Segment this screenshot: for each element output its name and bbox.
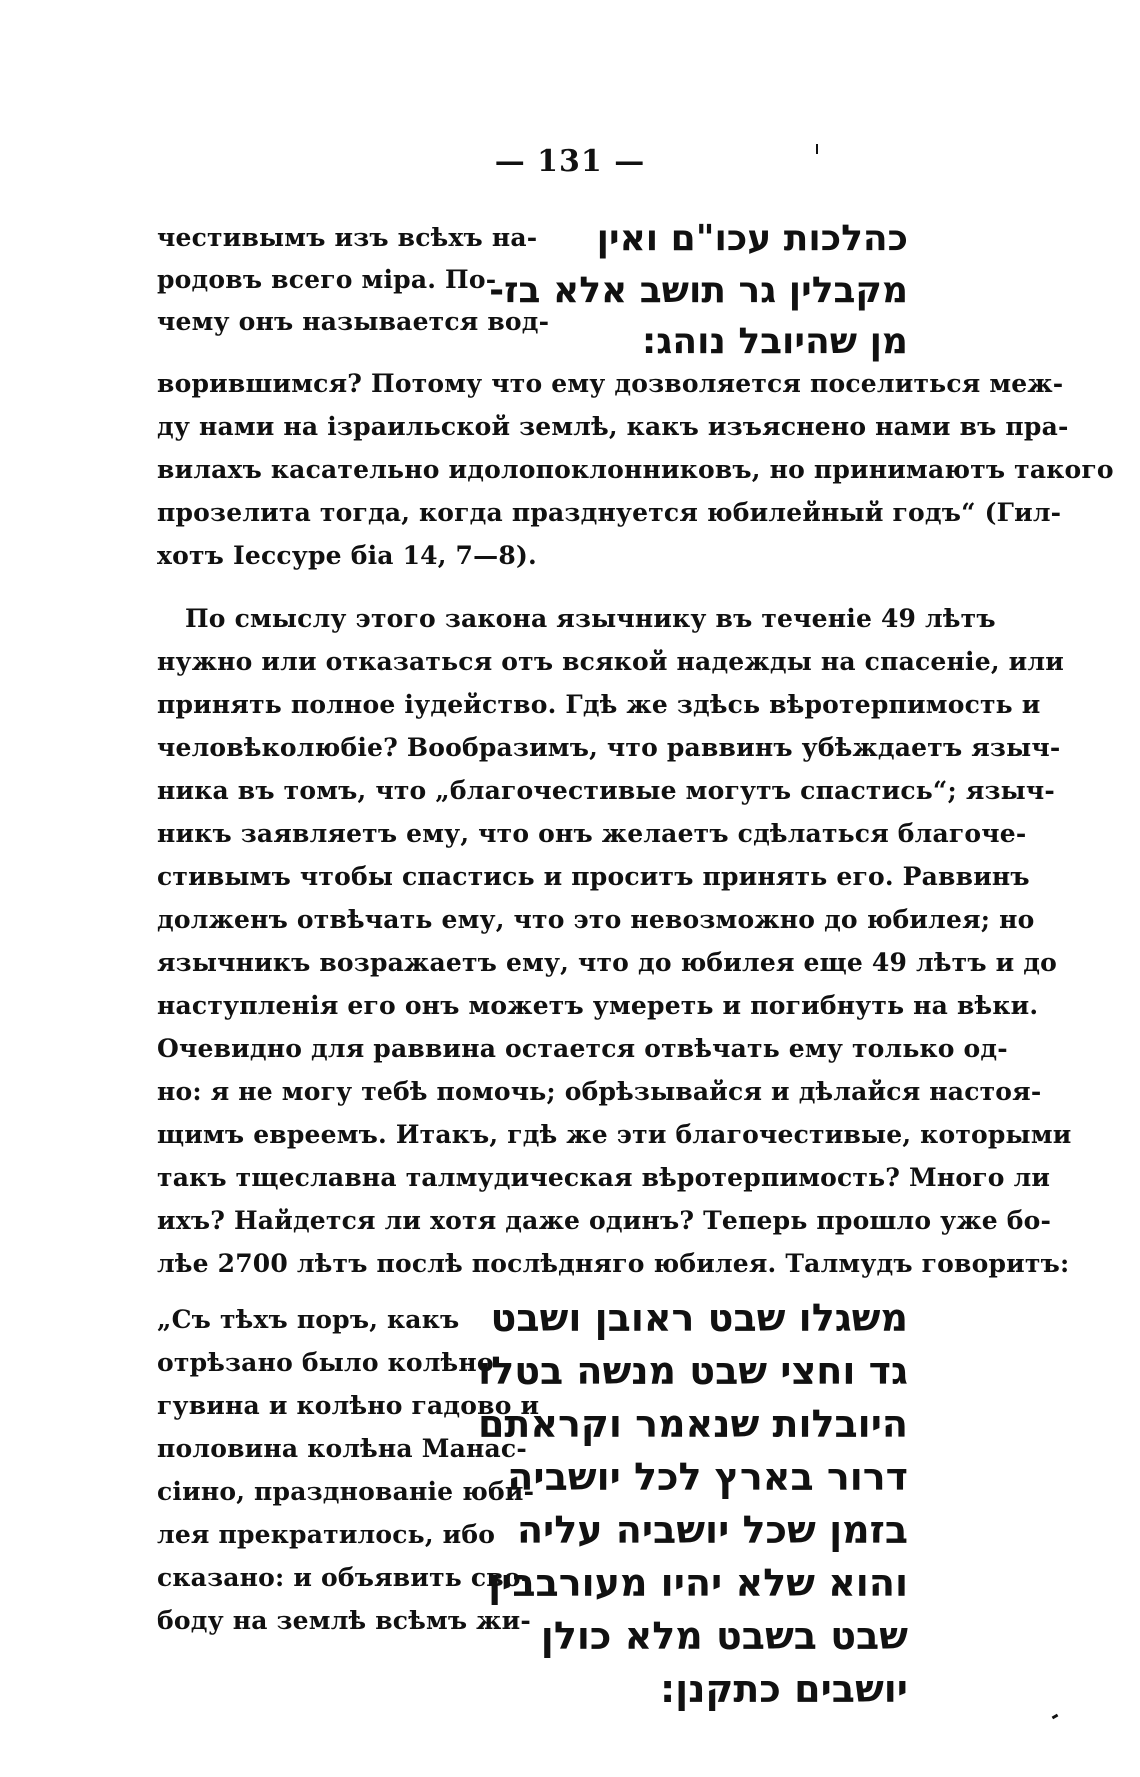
paragraph-line: По смыслу этого закона язычнику въ теченіе 49 лѣтъ	[185, 604, 996, 633]
paragraph-line: принять полное іудейство. Гдѣ же здѣсь вѣротерпимость и	[157, 690, 1041, 719]
paragraph-line: ворившимся? Потому что ему дозволяется поселиться меж-	[157, 369, 1064, 398]
bottom-hebrew-line: דרור בארץ לכל יושביה	[507, 1455, 908, 1499]
top-hebrew-line: מן שהיובל נוהג:	[641, 321, 908, 362]
paragraph-line: стивымъ чтобы спастись и проситъ принять его. Раввинъ	[157, 862, 1030, 891]
top-russian-line: родовъ всего міра. По-	[157, 265, 497, 294]
print-speck	[816, 144, 818, 154]
top-russian-line: честивымъ изъ всѣхъ на-	[157, 223, 538, 252]
bottom-russian-line: отрѣзано было колѣно	[157, 1348, 494, 1377]
paragraph-line: но: я не могу тебѣ помочь; обрѣзывайся и дѣлайся настоя-	[157, 1077, 1042, 1106]
bottom-russian-line: лея прекратилось, ибо	[157, 1520, 496, 1549]
page-number: — 131 —	[494, 144, 646, 179]
bottom-russian-line: сіино, празднованіе юби-	[157, 1477, 535, 1506]
paragraph-line: нужно или отказаться отъ всякой надежды на спасеніе, или	[157, 647, 1064, 676]
bottom-hebrew-line: גד וחצי שבט מנשה בטלו	[478, 1349, 908, 1393]
bottom-hebrew-line: משגלו שבט ראובן ושבט	[490, 1296, 908, 1340]
bottom-russian-line: сказано: и объявить сво-	[157, 1563, 532, 1592]
top-russian-line: чему онъ называется вод-	[157, 307, 550, 336]
paragraph-line: долженъ отвѣчать ему, что это невозможно до юбилея; но	[157, 905, 1035, 934]
bottom-russian-line: гувина и колѣно гадово и	[157, 1391, 540, 1420]
bottom-hebrew-line: שבט בשבט מלא כולן	[540, 1614, 908, 1658]
paragraph-line: наступленія его онъ можетъ умереть и погибнуть на вѣки.	[157, 991, 1039, 1020]
paragraph-line: никъ заявляетъ ему, что онъ желаетъ сдѣлаться благоче-	[157, 819, 1027, 848]
paragraph-line: ду нами на ізраильской землѣ, какъ изъяснено нами въ пра-	[157, 412, 1069, 441]
paragraph-line: такъ тщеславна талмудическая вѣротерпимость? Много ли	[157, 1163, 1051, 1192]
bottom-russian-line: „Съ тѣхъ поръ, какъ	[157, 1305, 460, 1334]
paragraph-line: ника въ томъ, что „благочестивые могутъ спастись“; языч-	[157, 776, 1055, 805]
bottom-russian-line: боду на землѣ всѣмъ жи-	[157, 1606, 531, 1635]
print-speck	[1052, 1714, 1059, 1720]
bottom-russian-line: половина колѣна Манас-	[157, 1434, 527, 1463]
bottom-hebrew-line: יושבים כתקנן:	[659, 1667, 908, 1711]
paragraph-line: ихъ? Найдется ли хотя даже одинъ? Теперь прошло уже бо-	[157, 1206, 1052, 1235]
paragraph-line: щимъ евреемъ. Итакъ, гдѣ же эти благочестивые, которыми	[157, 1120, 1072, 1149]
paragraph-line: вилахъ касательно идолопоклонниковъ, но принимаютъ такого	[157, 455, 1114, 484]
top-hebrew-line: מקבלין גר תושב אלא בז-	[489, 270, 908, 311]
paragraph-line: хотъ Іессуре біа 14, 7—8).	[157, 541, 537, 570]
paragraph-line: Очевидно для раввина остается отвѣчать ему только од-	[157, 1034, 1008, 1063]
top-hebrew-line: כהלכות עכו"ם ואין	[596, 218, 908, 259]
paragraph-line: прозелита тогда, когда празднуется юбилейный годъ“ (Гил-	[157, 498, 1062, 527]
bottom-hebrew-line: היובלות שנאמר וקראתם	[477, 1402, 908, 1446]
paragraph-line: человѣколюбіе? Вообразимъ, что раввинъ убѣждаетъ языч-	[157, 733, 1061, 762]
paragraph-line: лѣе 2700 лѣтъ послѣ послѣдняго юбилея. Талмудъ говоритъ:	[157, 1249, 1070, 1278]
bottom-hebrew-line: בזמן שכל יושביה עליה	[516, 1508, 908, 1552]
paragraph-line: язычникъ возражаетъ ему, что до юбилея еще 49 лѣтъ и до	[157, 948, 1057, 977]
bottom-hebrew-line: והוא שלא יהיו מעורבבין	[488, 1561, 908, 1605]
